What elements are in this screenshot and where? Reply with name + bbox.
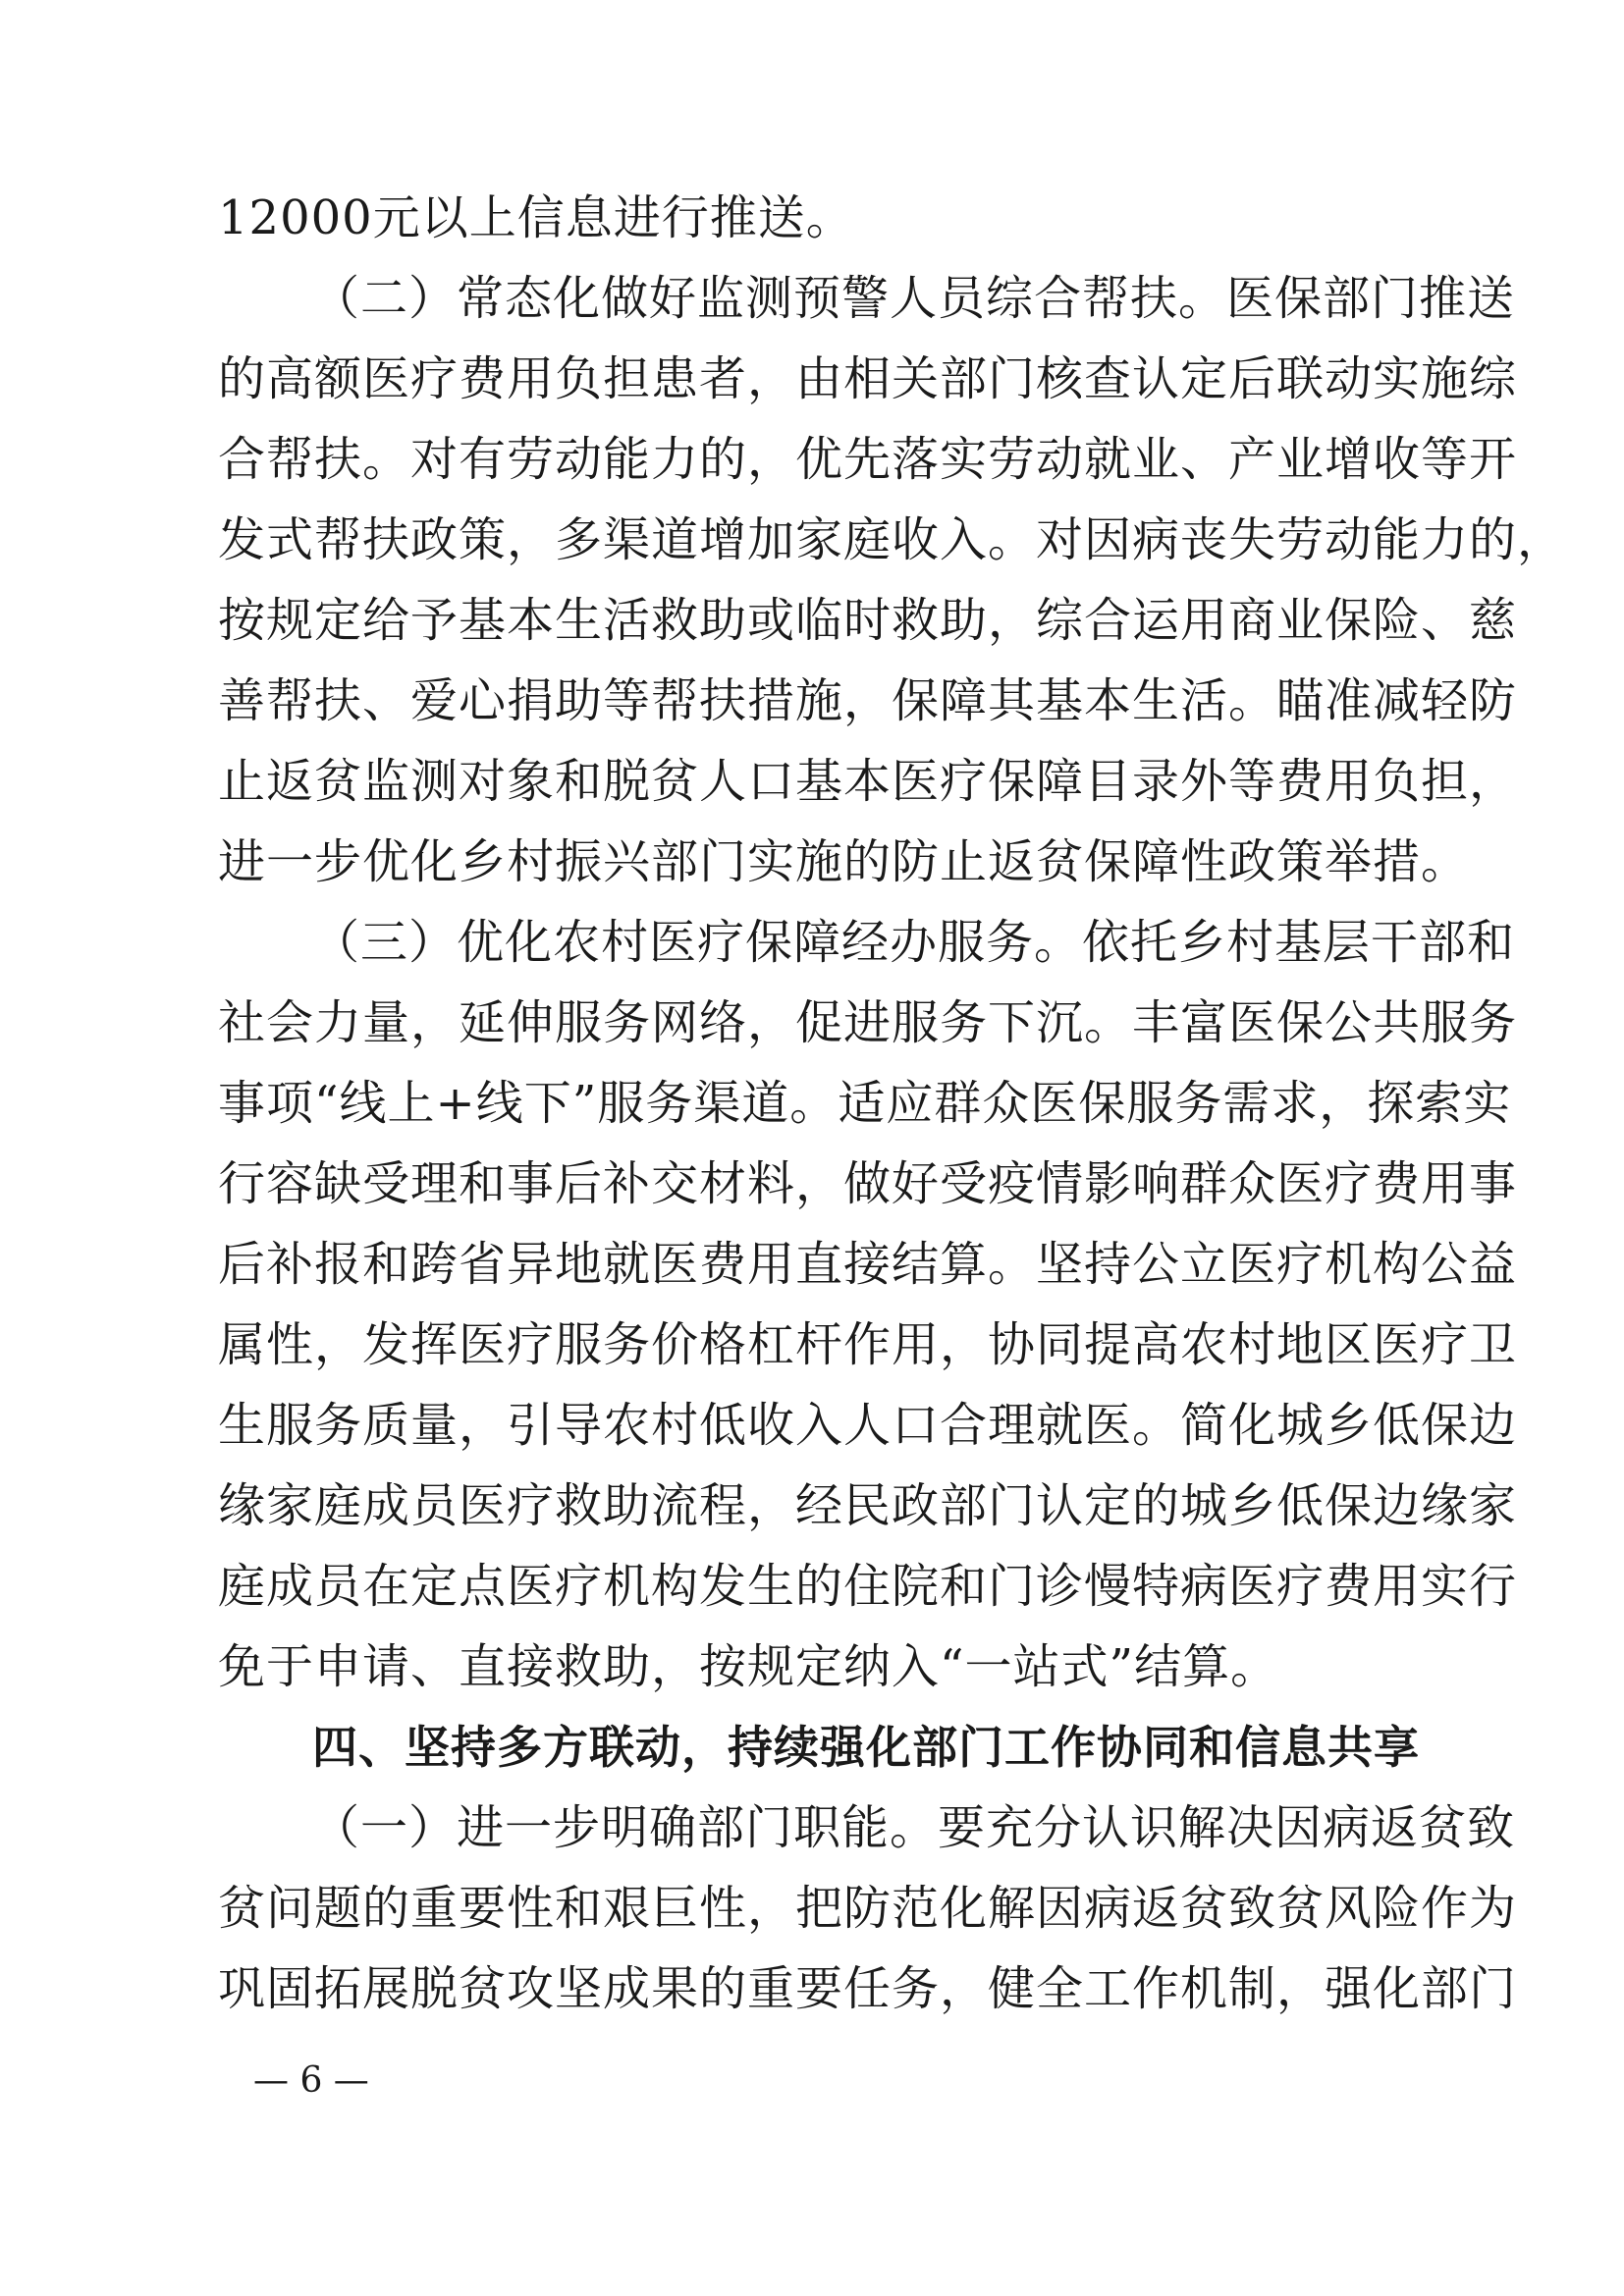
body-text-line: 按规定给予基本生活救助或临时救助，综合运用商业保险、慈 (218, 593, 1518, 648)
body-text-line: 善帮扶、爱心捐助等帮扶措施，保障其基本生活。瞄准减轻防 (218, 673, 1518, 728)
body-text-line: 的高额医疗费用负担患者，由相关部门核查认定后联动实施综 (218, 351, 1518, 406)
page-number: — 6 — (253, 2060, 369, 2101)
section-paragraph-line: （三）优化农村医疗保障经办服务。依托乡村基层干部和 (312, 915, 1516, 970)
section-paragraph-line: （一）进一步明确部门职能。要充分认识解决因病返贫致 (312, 1800, 1516, 1855)
body-text-line: 社会力量，延伸服务网络，促进服务下沉。丰富医保公共服务 (218, 995, 1518, 1050)
body-text-line: 生服务质量，引导农村低收入人口合理就医。简化城乡低保边 (218, 1398, 1518, 1453)
body-text-line: 合帮扶。对有劳动能力的，优先落实劳动就业、产业增收等开 (218, 432, 1518, 487)
section-heading: 四、坚持多方联动，持续强化部门工作协同和信息共享 (312, 1721, 1420, 1774)
body-text-line: 后补报和跨省异地就医费用直接结算。坚持公立医疗机构公益 (218, 1237, 1518, 1292)
body-text-line: 免于申请、直接救助，按规定纳入“一站式”结算。 (218, 1639, 1279, 1694)
body-text-line: 事项“线上+线下”服务渠道。适应群众医保服务需求，探索实 (218, 1076, 1512, 1131)
body-text-line: 缘家庭成员医疗救助流程，经民政部门认定的城乡低保边缘家 (218, 1478, 1518, 1533)
body-text-line: 贫问题的重要性和艰巨性，把防范化解因病返贫致贫风险作为 (218, 1881, 1518, 1936)
body-text-line: 止返贫监测对象和脱贫人口基本医疗保障目录外等费用负担， (218, 754, 1518, 809)
body-text-line: 属性，发挥医疗服务价格杠杆作用，协同提高农村地区医疗卫 (218, 1317, 1518, 1372)
body-text-line: 巩固拓展脱贫攻坚成果的重要任务，健全工作机制，强化部门 (218, 1961, 1518, 2016)
body-text-line: 12000元以上信息进行推送。 (218, 190, 854, 245)
body-text-line: 行容缺受理和事后补交材料，做好受疫情影响群众医疗费用事 (218, 1156, 1518, 1211)
section-paragraph-line: （二）常态化做好监测预警人员综合帮扶。医保部门推送 (312, 271, 1516, 326)
body-text-line: 发式帮扶政策，多渠道增加家庭收入。对因病丧失劳动能力的， (218, 512, 1566, 567)
body-text-line: 庭成员在定点医疗机构发生的住院和门诊慢特病医疗费用实行 (218, 1559, 1518, 1614)
body-text-line: 进一步优化乡村振兴部门实施的防止返贫保障性政策举措。 (218, 834, 1470, 889)
